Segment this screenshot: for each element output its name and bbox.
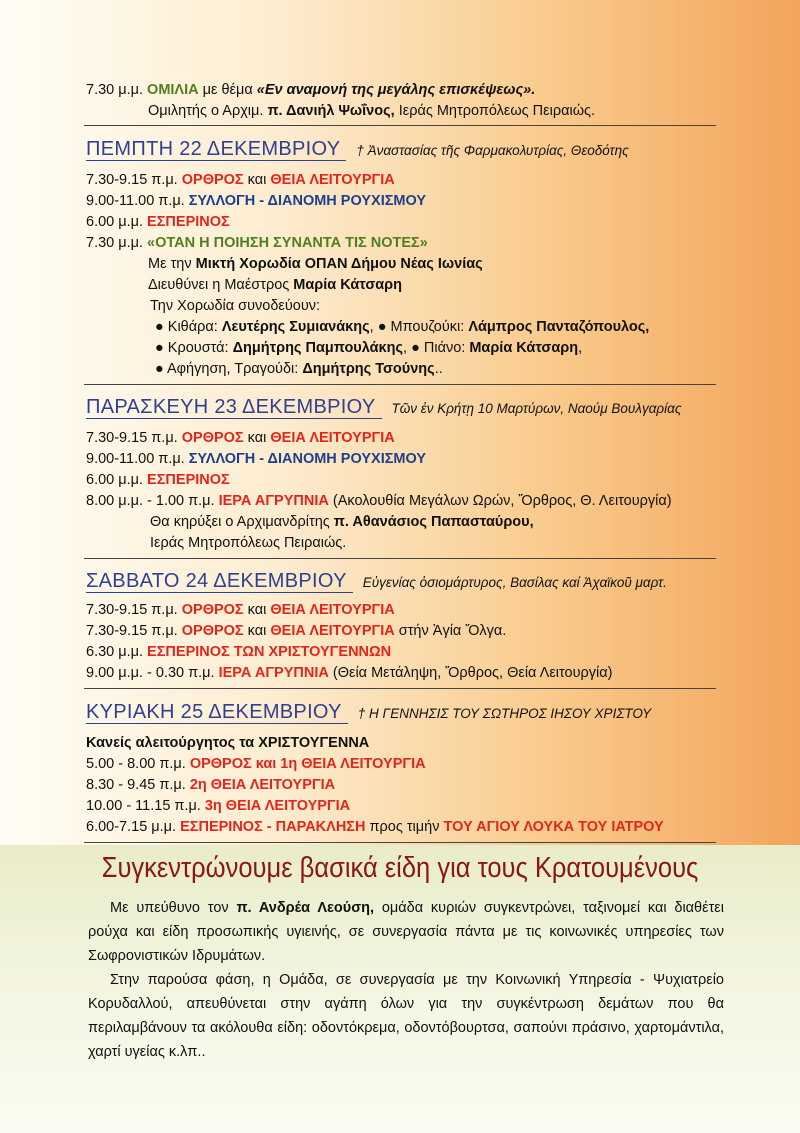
paragraph-1: Με υπεύθυνο τον π. Ανδρέα Λεούση, ομάδα κυριών συγκεντρώνει, ταξινομεί και διαθέτει ρούχα και είδη προσωπικής υγιεινής, σε συνεργασία πάντα με τις κοινωνικές υπηρεσίες των Σωφρονιστικών Ιδρυμάτων. <box>88 900 724 964</box>
divider <box>84 125 716 126</box>
feast-name: Εὐγενίας ὁσιομάρτυρος, Βασίλας καί Ἀχαϊκοῦ μαρτ. <box>362 575 667 590</box>
schedule-line: Με την Μικτή Χορωδία ΟΠΑΝ Δήμου Νέας Ιωνίας <box>148 256 483 272</box>
schedule-line: 9.00-11.00 π.μ. ΣΥΛΛΟΓΗ - ΔΙΑΝΟΜΗ ΡΟΥΧΙΣΜΟΥ <box>86 451 427 467</box>
schedule-line: 9.00-11.00 π.μ. ΣΥΛΛΟΓΗ - ΔΙΑΝΟΜΗ ΡΟΥΧΙΣΜΟΥ <box>86 193 427 209</box>
day-title: ΣΑΒΒΑΤΟ 24 ΔΕΚΕΜΒΡΙΟΥ <box>86 570 353 593</box>
schedule-line: ● Κρουστά: Δημήτρης Παμπουλάκης, ● Πιάνο: Μαρία Κάτσαρη, <box>155 340 583 356</box>
schedule-line: 5.00 - 8.00 π.μ. ΟΡΘΡΟΣ και 1η ΘΕΙΑ ΛΕΙΤΟΥΡΓΙΑ <box>86 756 426 772</box>
day-title: ΚΥΡΙΑΚΗ 25 ΔΕΚΕΜΒΡΙΟΥ <box>86 701 348 724</box>
schedule-line: Ιεράς Μητροπόλεως Πειραιώς. <box>150 535 347 551</box>
speaker-name: π. Δανιήλ Ψωΐνος, <box>267 103 395 119</box>
divider <box>84 558 716 559</box>
feast-name: † Η ΓΕΝΝΗΣΙΣ ΤΟΥ ΣΩΤΗΡΟΣ ΙΗΣΟΥ ΧΡΙΣΤΟΥ <box>357 706 652 721</box>
day-title: ΠΑΡΑΣΚΕΥΗ 23 ΔΕΚΕΜΒΡΙΟΥ <box>86 396 382 419</box>
schedule-line: Διευθύνει η Μαέστρος Μαρία Κάτσαρη <box>148 277 403 293</box>
schedule-line: 7.30-9.15 π.μ. ΟΡΘΡΟΣ και ΘΕΙΑ ΛΕΙΤΟΥΡΓΙΑ <box>86 430 395 446</box>
paragraph-2: Στην παρούσα φάση, η Ομάδα, σε συνεργασία με την Κοινωνική Υπηρεσία - Ψυχιατρείο Κορυδαλλού, απευθύνεται στην αγάπη όλων για την συγκέντρωση δεμάτων που θα περιλαμβάνουν τα ακόλουθα είδη: οδοντόκρεμα, οδοντόβουρτσα, σαπούνι πράσινο, χαρτομάντιλα, χαρτί υγείας κ.λπ.. <box>88 972 724 1060</box>
schedule-line: 8.00 μ.μ. - 1.00 π.μ. ΙΕΡΑ ΑΓΡΥΠΝΙΑ (Ακολουθία Μεγάλων Ωρών, Ὄρθρος, Θ. Λειτουργία) <box>86 493 672 509</box>
schedule-line: 6.00 μ.μ. ΕΣΠΕΡΙΝΟΣ <box>86 472 230 488</box>
schedule-line: Την Χορωδία συνοδεύουν: <box>150 298 321 314</box>
schedule-line: 10.00 - 11.15 π.μ. 3η ΘΕΙΑ ΛΕΙΤΟΥΡΓΙΑ <box>86 798 351 814</box>
day-title: ΠΕΜΠΤΗ 22 ΔΕΚΕΜΒΡΙΟΥ <box>86 138 346 161</box>
schedule-line: ● Αφήγηση, Τραγούδι: Δημήτρης Τσούνης.. <box>155 361 443 377</box>
schedule-line: ● Κιθάρα: Λευτέρης Συμιανάκης, ● Μπουζούκι: Λάμπρος Πανταζόπουλος, <box>155 319 650 335</box>
schedule-line: 8.30 - 9.45 π.μ. 2η ΘΕΙΑ ΛΕΙΤΟΥΡΓΙΑ <box>86 777 336 793</box>
time: 7.30 μ.μ. <box>86 82 148 98</box>
schedule-line: Θα κηρύξει ο Αρχιμανδρίτης π. Αθανάσιος Παπασταύρου, <box>150 514 534 530</box>
topic: «Εν αναμονή της μεγάλης επισκέψεως». <box>256 82 536 98</box>
schedule-line: 6.00-7.15 μ.μ. ΕΣΠΕΡΙΝΟΣ - ΠΑΡΑΚΛΗΣΗ προς τιμήν ΤΟΥ ΑΓΙΟΥ ΛΟΥΚΑ ΤΟΥ ΙΑΤΡΟΥ <box>86 819 664 835</box>
text: Ομιλητής ο Αρχιμ. <box>148 103 268 119</box>
schedule-line: 7.30-9.15 π.μ. ΟΡΘΡΟΣ και ΘΕΙΑ ΛΕΙΤΟΥΡΓΙΑ <box>86 602 395 618</box>
intro-line-1 <box>86 80 535 100</box>
day-header-friday <box>86 396 681 419</box>
day-header-saturday <box>86 570 667 593</box>
text: με θέμα <box>198 82 257 98</box>
schedule-line: 6.30 μ.μ. ΕΣΠΕΡΙΝΟΣ ΤΩΝ ΧΡΙΣΤΟΥΓΕΝΝΩΝ <box>86 644 392 660</box>
divider <box>84 842 716 843</box>
section-title: Συγκεντρώνουμε βασικά είδη για τους Κρατουμένους <box>101 852 699 884</box>
schedule-line: 7.30-9.15 π.μ. ΟΡΘΡΟΣ και ΘΕΙΑ ΛΕΙΤΟΥΡΓΙΑ στήν Ἁγία Ὄλγα. <box>86 623 507 639</box>
day-header-thursday <box>86 138 629 161</box>
schedule-line: 7.30 μ.μ. «ΟΤΑΝ Η ΠΟΙΗΣΗ ΣΥΝΑΝΤΑ ΤΙΣ ΝΟΤΕΣ» <box>86 235 428 251</box>
day-header-sunday <box>86 701 651 724</box>
intro-line-2 <box>148 101 595 121</box>
schedule-line: 6.00 μ.μ. ΕΣΠΕΡΙΝΟΣ <box>86 214 230 230</box>
keyword: ΟΜΙΛΙΑ <box>147 82 199 98</box>
text: Ιεράς Μητροπόλεως Πειραιώς. <box>394 103 596 119</box>
schedule-line: 9.00 μ.μ. - 0.30 π.μ. ΙΕΡΑ ΑΓΡΥΠΝΙΑ (Θεία Μετάληψη, Ὄρθρος, Θεία Λειτουργία) <box>86 665 613 681</box>
feast-name: † Ἀναστασίας τῆς Φαρμακολυτρίας, Θεοδότης <box>356 143 629 158</box>
feast-name: Τῶν ἐν Κρήτῃ 10 Μαρτύρων, Ναούμ Βουλγαρίας <box>391 401 682 416</box>
schedule-line: Κανείς αλειτούργητος τα ΧΡΙΣΤΟΥΓΕΝΝΑ <box>86 735 370 751</box>
divider <box>84 384 716 385</box>
schedule-line: 7.30-9.15 π.μ. ΟΡΘΡΟΣ και ΘΕΙΑ ΛΕΙΤΟΥΡΓΙΑ <box>86 172 395 188</box>
divider <box>84 688 716 689</box>
